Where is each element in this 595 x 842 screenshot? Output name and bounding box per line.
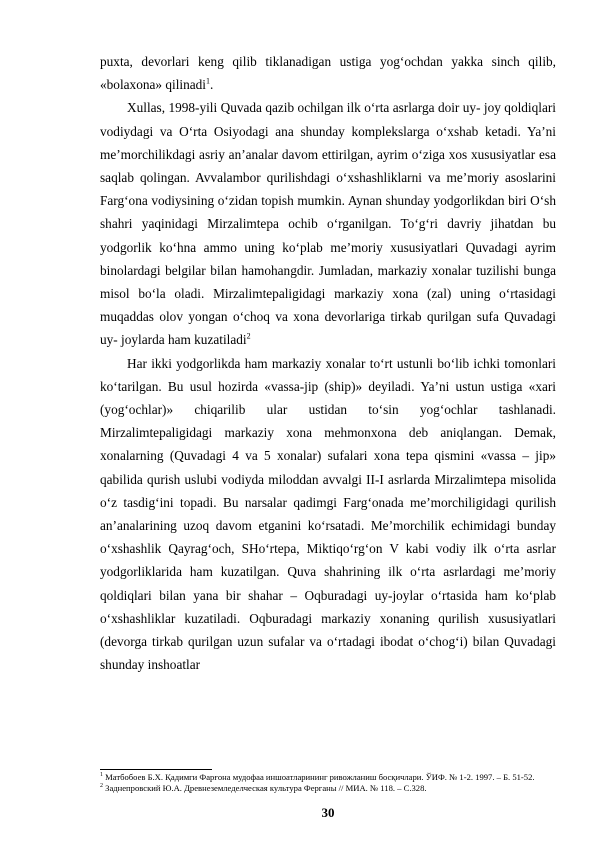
paragraph-2-text: Xullas, 1998-yili Quvada qazib ochilgan ilk o‘rta asrlarga doir uy- joy qoldiqlari vodiydagi va O‘rta Osiyodagi ana shunday komplekslarga o‘xshab ketadi. Ya’ni me’morchilikdagi asriy an’analar davom ettirilgan, ayrim o‘ziga xos xususiyatlar esa saqlab qolingan. Avvalambor qurilishdagi o‘xshashliklarni va me’moriy asoslarini Farg‘ona vodiysining o‘zidan topish mumkin. Aynan shunday yodgorlikdan biri O‘sh shahri yaqinidagi Mirzalimtepa ochib o‘rganilgan. To‘g‘ri davriy jihatdan bu yodgorlik ko‘hna ammo uning ko‘plab me’moriy xususiyatlari Quvadagi ayrim binolardagi belgilar bilan hamohangdir. Jumladan, markaziy xonalar tuzilishi bunga misol bo‘la oladi. Mirzalimtepaligidagi markaziy xona (zal) uning o‘rtasidagi muqaddas olov yongan o‘choq va xona devorlariga tirkab qurilgan sufa Quvadagi uy- joylarda ham kuzatiladi <box>100 100 556 348</box>
paragraph-1 <box>100 50 556 96</box>
footnote-2-number: 2 <box>100 782 103 789</box>
paragraph-1-text: puxta, devorlari keng qilib tiklanadigan ustiga yog‘ochdan yakka sinch qilib, «bolaxona» qilinadi <box>100 54 556 93</box>
footnote-2-text: Заднепровский Ю.А. Древнеземледелческая культура Ферганы // МИА. № 118. – С.328. <box>103 782 427 793</box>
footnote-1 <box>100 772 556 783</box>
footnote-ref-1: 1 <box>206 76 210 86</box>
paragraph-2 <box>100 96 556 351</box>
body-text <box>100 50 556 676</box>
page-number: 30 <box>321 805 335 820</box>
footnote-ref-2: 2 <box>246 332 251 342</box>
footnote-1-number: 1 <box>100 772 103 779</box>
paragraph-3-text: Har ikki yodgorlikda ham markaziy xonalar to‘rt ustunli bo‘lib ichki tomonlari ko‘tarilgan. Bu usul hozirda «vassa-jip (ship)» deyiladi. Ya’ni ustun ustiga «xari (yog‘ochlar)» chiqarilib ular ustidan to‘sin yog‘ochlar tashlanadi. Mirzalimtepaligidagi markaziy xona mehmonxona deb aniqlangan. Demak, xonalarning (Quvadagi 4 va 5 xonalar) sufalari xona tepa qismini «vassa – jip» qabilida qurish uslubi vodiyda miloddan avvalgi II-I asrlarda Mirzalimtepa misolida o‘z tasdig‘ini topadi. Bu narsalar qadimgi Farg‘onada me’morchiligidagi qurilish an’analarining uzoq davom etganini ko‘rsatadi. Me’morchilik echimidagi bunday o‘xshashlik Qayrag‘och, SHo‘rtepa, Miktiqo‘rg‘on V kabi vodiy ilk o‘rta asrlar yodgorliklarida ham kuzatilgan. Quva shahrining ilk o‘rta asrlardagi me’moriy qoldiqlari bilan yana bir shahar – Oqburadagi uy-joylar o‘rtasida ham ko‘plab o‘xshashliklar kuzatiladi. Oqburadagi markaziy xonaning qurilish xususiyatlari (devorga tirkab qurilgan uzun sufalar va o‘rtadagi ibodat o‘chog‘i) bilan Quvadagi shunday inshoatlar <box>100 355 556 673</box>
footnotes <box>100 772 556 793</box>
footnote-1-text: Матбобоев Б.Х. Қадимги Фарғона мудофаа иншоатларининг ривожланиш босқичлари. ЎИФ. № 1-2. 1997. – Б. 51-52. <box>103 772 535 782</box>
paragraph-1-after: . <box>210 77 214 93</box>
footnote-2 <box>100 783 556 794</box>
paragraph-3 <box>100 352 556 677</box>
footnote-separator <box>100 769 212 770</box>
